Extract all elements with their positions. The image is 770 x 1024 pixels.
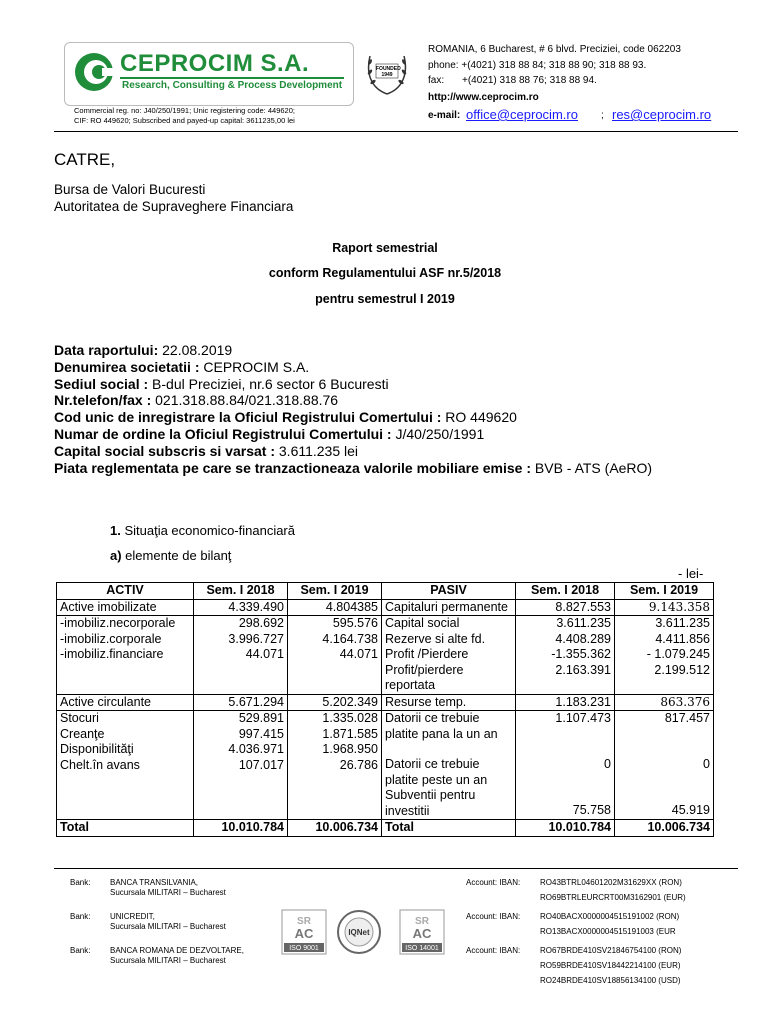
table-row xyxy=(57,694,714,711)
cell-line: - 1.079.245 xyxy=(646,647,710,661)
cell: 4.339.490 xyxy=(194,599,288,616)
cell-line: 4.408.289 xyxy=(555,631,611,646)
svg-text:ISO 14001: ISO 14001 xyxy=(405,945,439,952)
info-label: Cod unic de inregistrare la Oficiul Registrului Comertului : xyxy=(54,409,442,426)
iban: RO24BRDE410SV18856134100 (USD) xyxy=(540,976,681,985)
cell-line: 1.968.950 xyxy=(322,742,378,756)
cell: Resurse temp. xyxy=(382,694,516,711)
info-value: BVB - ATS (AeRO) xyxy=(531,459,653,476)
phone: phone: +(4021) 318 88 84; 318 88 90; 318 88 93. xyxy=(428,60,647,71)
email-office-link[interactable]: office@ceprocim.ro xyxy=(466,107,578,122)
svg-text:SR: SR xyxy=(415,916,429,927)
cell-line: 298.692 xyxy=(238,616,284,630)
cell-line: 3.996.727 xyxy=(228,631,284,646)
bank-branch: Sucursala MILITARI – Bucharest xyxy=(110,888,226,897)
info-value: 3.611.235 lei xyxy=(275,442,359,459)
col-header: Sem. I 2018 xyxy=(516,583,615,600)
cell: 10.010.784 xyxy=(194,820,288,837)
svg-text:AC: AC xyxy=(294,926,314,941)
cell-line: Datorii ce trebuie platite pana la un an xyxy=(385,711,498,741)
info-label: Numar de ordine la Oficiul Registrului Comertului : xyxy=(54,426,392,442)
subsection-title: elemente de bilanţ xyxy=(121,548,232,563)
cell: 9.143.358 xyxy=(615,599,714,616)
info-line xyxy=(54,342,232,358)
email-label: e-mail: xyxy=(428,110,461,121)
info-label: Nr.telefon/fax : xyxy=(54,392,152,409)
table-row xyxy=(57,616,714,695)
cell-line: 0 xyxy=(703,757,710,771)
info-value: 22.08.2019 xyxy=(158,342,233,358)
currency-unit: - lei- xyxy=(678,566,704,581)
website-link[interactable]: http://www.ceprocim.ro xyxy=(428,92,539,103)
bank-name xyxy=(110,946,244,966)
table-row xyxy=(57,711,714,820)
svg-text:IQNet: IQNet xyxy=(348,928,370,937)
cell: 10.010.784 xyxy=(516,820,615,837)
info-line xyxy=(54,409,517,425)
fax-label: fax: xyxy=(428,75,445,86)
cell-line: 595.576 xyxy=(332,616,378,630)
iban: RO40BACX0000004515191002 (RON) xyxy=(540,912,680,921)
info-label: Capital social subscris si varsat : xyxy=(54,442,275,459)
balance-sheet-table xyxy=(56,582,714,837)
info-value: 021.318.88.84/021.318.88.76 xyxy=(151,392,339,409)
iban: RO67BRDE410SV21846754100 (RON) xyxy=(540,946,682,955)
table-total-row xyxy=(57,820,714,837)
cell: Capitaluri permanente xyxy=(382,599,516,616)
cell-line: 1.871.585 xyxy=(322,726,378,741)
bank-name xyxy=(110,912,226,932)
cell-line: 2.199.512 xyxy=(654,662,710,677)
subsection-letter: a) xyxy=(110,548,122,563)
cell-line: Subventii pentru investitii xyxy=(385,788,476,818)
fax: +(4021) 318 88 76; 318 88 94. xyxy=(462,75,597,86)
emblem-text: FOUNDED 1949 xyxy=(376,66,401,78)
cell-line: 817.457 xyxy=(664,711,710,725)
bank-name-line: BANCA TRANSILVANIA, xyxy=(110,878,199,887)
info-line xyxy=(54,392,338,408)
report-period: pentru semestrul I 2019 xyxy=(315,292,455,306)
iqnet-cert-icon xyxy=(335,908,383,956)
section-number: 1. xyxy=(110,523,121,538)
cell-multiline xyxy=(615,616,714,695)
bank-name-line: BANCA ROMANA DE DEZVOLTARE, xyxy=(110,946,244,955)
info-line xyxy=(54,376,389,392)
cell-line: -1.355.362 xyxy=(551,647,611,661)
cell-line: 44.071 xyxy=(339,647,378,661)
section-title: Situaţia economico-financiară xyxy=(120,523,295,538)
cell-line: 1.335.028 xyxy=(322,711,378,725)
iban: RO43BTRL04601202M31629XX (RON) xyxy=(540,878,682,887)
header-divider xyxy=(54,131,738,132)
ceprocim-logo-icon xyxy=(72,50,116,94)
cell: 863.376 xyxy=(615,694,714,711)
cell-multiline xyxy=(194,711,288,820)
cell-line: Datorii ce trebuie platite peste un an xyxy=(385,757,488,787)
cell: Active circulante xyxy=(57,694,194,711)
email-separator: ; xyxy=(601,110,604,121)
report-title: Raport semestrial xyxy=(332,241,438,255)
col-header: Sem. I 2019 xyxy=(288,583,382,600)
cell-stack xyxy=(615,711,714,820)
cell-line: 997.415 xyxy=(238,726,284,741)
svg-text:AC: AC xyxy=(412,926,432,941)
account-label: Account: IBAN: xyxy=(466,878,521,887)
cell-line: Capital social xyxy=(385,616,460,630)
section-heading xyxy=(110,523,295,538)
info-value: B-dul Preciziei, nr.6 sector 6 Bucuresti xyxy=(148,375,389,392)
cell-multiline xyxy=(382,616,516,695)
iban: RO59BRDE410SV18442214100 (EUR) xyxy=(540,961,681,970)
bank-label: Bank: xyxy=(70,946,91,955)
cell: Active imobilizate xyxy=(57,599,194,616)
bank-name-line: UNICREDIT, xyxy=(110,912,155,921)
table-row xyxy=(57,599,714,616)
info-label: Denumirea societatii : xyxy=(54,358,200,375)
cell-line: -imobiliz.necorporale xyxy=(60,616,176,630)
svg-text:ISO 9001: ISO 9001 xyxy=(289,945,319,952)
cell-line: Rezerve si alte fd. xyxy=(385,631,486,646)
cell-line: Chelt.în avans xyxy=(60,757,140,772)
cell-line: 529.891 xyxy=(238,711,284,725)
info-line xyxy=(54,359,309,375)
registration-line-1: Commercial reg. no: J40/250/1991; Unic registering code: 449620; xyxy=(74,106,295,115)
subsection-heading xyxy=(110,548,231,563)
iso-9001-cert-icon xyxy=(280,908,328,956)
cell: Total xyxy=(57,820,194,837)
cell-line: 26.786 xyxy=(339,757,378,772)
info-line xyxy=(54,426,484,442)
info-value: RO 449620 xyxy=(441,409,517,426)
iban: RO13BACX0000004515191003 (EUR xyxy=(540,927,676,936)
recipient-heading: CATRE, xyxy=(54,150,116,169)
info-value: CEPROCIM S.A. xyxy=(199,358,310,375)
bank-branch: Sucursala MILITARI – Bucharest xyxy=(110,922,226,931)
cell-stack-liabilities xyxy=(382,711,516,820)
cell-line: 3.611.235 xyxy=(556,616,611,630)
cell-line: 44.071 xyxy=(245,647,284,661)
info-line xyxy=(54,443,358,459)
iso-14001-cert-icon xyxy=(398,908,446,956)
col-header: Sem. I 2019 xyxy=(615,583,714,600)
cell-line: 3.611.235 xyxy=(655,616,710,630)
iban: RO69BTRLEURCRT00M3162901 (EUR) xyxy=(540,893,686,902)
svg-text:SR: SR xyxy=(297,916,311,927)
cell-line: 1.107.473 xyxy=(555,711,611,725)
cell-multiline xyxy=(57,616,194,695)
cell: 4.804385 xyxy=(288,599,382,616)
logo-title: CEPROCIM S.A. xyxy=(120,50,310,77)
cell: 5.202.349 xyxy=(288,694,382,711)
info-label: Piata reglementata pe care se tranzactioneaza valorile mobiliare emise : xyxy=(54,459,531,476)
bank-branch: Sucursala MILITARI – Bucharest xyxy=(110,956,226,965)
cell-multiline xyxy=(288,616,382,695)
cell-multiline xyxy=(194,616,288,695)
cell: 5.671.294 xyxy=(194,694,288,711)
cell-multiline xyxy=(516,616,615,695)
cell-line: Stocuri xyxy=(60,711,99,725)
cell-line: 75.758 xyxy=(572,803,611,817)
cell-line: 107.017 xyxy=(238,757,284,772)
cell-line: -imobiliz.corporale xyxy=(60,631,162,646)
cell-line: 45.919 xyxy=(671,803,710,817)
col-header: Sem. I 2018 xyxy=(194,583,288,600)
bank-name xyxy=(110,878,226,898)
cell-line: Profit/pierdere reportata xyxy=(385,662,464,692)
cell-line: 4.164.738 xyxy=(322,631,378,646)
cell-line: 2.163.391 xyxy=(555,662,611,677)
email-research-link[interactable]: res@ceprocim.ro xyxy=(612,107,712,122)
col-header: PASIV xyxy=(382,583,516,600)
footer-divider xyxy=(54,868,738,869)
logo-subtitle: Research, Consulting & Process Development xyxy=(122,80,343,91)
cell: 10.006.734 xyxy=(615,820,714,837)
report-regulation: conform Regulamentului ASF nr.5/2018 xyxy=(268,266,502,280)
registration-line-2: CIF: RO 449620; Subscribed and payed-up capital: 3611235,00 lei xyxy=(74,116,295,125)
cell: 10.006.734 xyxy=(288,820,382,837)
bank-label: Bank: xyxy=(70,912,91,921)
address: ROMANIA, 6 Bucharest, # 6 blvd. Preciziei, code 062203 xyxy=(428,44,681,55)
cell: 1.183.231 xyxy=(516,694,615,711)
account-label: Account: IBAN: xyxy=(466,912,521,921)
cell: Total xyxy=(382,820,516,837)
cell-line: -imobiliz.financiare xyxy=(60,647,164,661)
recipient-1: Bursa de Valori Bucuresti xyxy=(54,182,206,197)
account-label: Account: IBAN: xyxy=(466,946,521,955)
info-label: Sediul social : xyxy=(54,375,149,392)
info-value: J/40/250/1991 xyxy=(391,426,485,442)
cell-multiline xyxy=(57,711,194,820)
info-label: Data raportului: xyxy=(54,342,159,358)
col-header: ACTIV xyxy=(57,583,194,600)
bank-label: Bank: xyxy=(70,878,91,887)
cell: 8.827.553 xyxy=(516,599,615,616)
table-header-row xyxy=(57,583,714,600)
recipient-2: Autoritatea de Supraveghere Financiara xyxy=(54,199,294,214)
cell-line: 4.036.971 xyxy=(228,742,284,756)
cell-line: Disponibilităţi xyxy=(60,742,134,756)
info-line xyxy=(54,460,652,476)
cell-line: 4.411.856 xyxy=(655,631,710,646)
cell-stack xyxy=(516,711,615,820)
cell-line: 0 xyxy=(604,757,611,771)
cell-multiline xyxy=(288,711,382,820)
cell-line: Profit /Pierdere xyxy=(385,647,469,661)
cell-line: Creanţe xyxy=(60,726,105,741)
